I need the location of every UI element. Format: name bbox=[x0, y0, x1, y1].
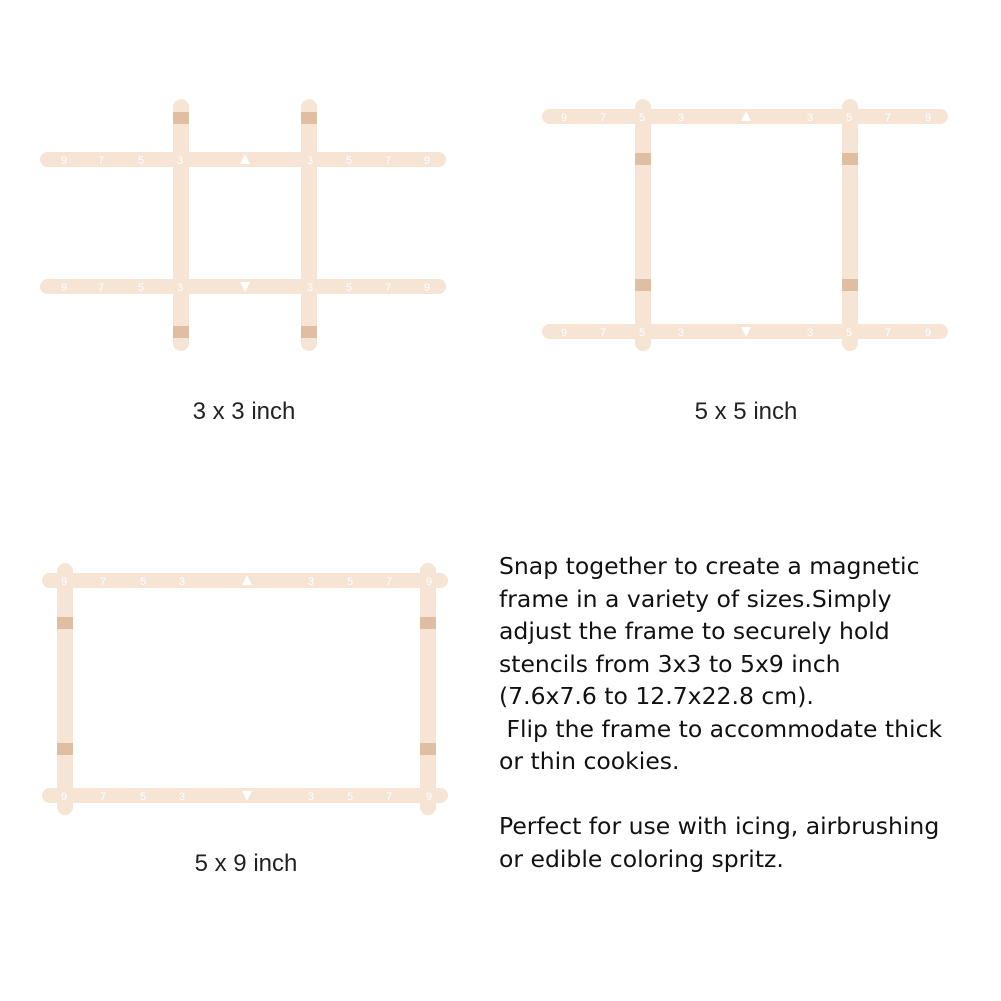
scale-mark: 5 bbox=[137, 155, 145, 167]
stick-right bbox=[301, 99, 317, 351]
scale-mark: 3 bbox=[178, 576, 186, 588]
scale-mark: 9 bbox=[924, 327, 932, 339]
scale-mark: 5 bbox=[845, 327, 853, 339]
product-description bbox=[499, 550, 979, 875]
scale-mark: 7 bbox=[99, 791, 107, 803]
description-line: adjust the frame to securely hold bbox=[499, 617, 890, 645]
scale-mark: 9 bbox=[560, 112, 568, 124]
scale-mark: 9 bbox=[425, 576, 433, 588]
scale-mark: 5 bbox=[346, 576, 354, 588]
magnet bbox=[57, 617, 73, 629]
scale-mark: 9 bbox=[560, 327, 568, 339]
scale-mark: 3 bbox=[176, 155, 184, 167]
magnet bbox=[635, 279, 651, 291]
scale-mark: 9 bbox=[423, 155, 431, 167]
magnet bbox=[635, 153, 651, 165]
description-line: or edible coloring spritz. bbox=[499, 844, 784, 873]
description-paragraph-2 bbox=[499, 810, 979, 875]
scale-mark: 7 bbox=[385, 791, 393, 803]
scale-mark: 7 bbox=[97, 155, 105, 167]
description-paragraph-1 bbox=[499, 550, 979, 778]
magnet bbox=[301, 112, 317, 124]
scale-mark: 9 bbox=[425, 791, 433, 803]
scale-mark: 5 bbox=[139, 791, 147, 803]
description-line: Flip the frame to accommodate thick bbox=[499, 714, 943, 743]
scale-mark: 7 bbox=[599, 327, 607, 339]
scale-mark: 7 bbox=[99, 576, 107, 588]
scale-mark: 3 bbox=[806, 112, 814, 124]
scale-mark: 3 bbox=[677, 112, 685, 124]
scale-mark: 3 bbox=[178, 791, 186, 803]
stick-right bbox=[420, 563, 436, 815]
scale-mark: 9 bbox=[60, 155, 68, 167]
frame-3x3 bbox=[40, 99, 446, 351]
scale-mark: 9 bbox=[423, 282, 431, 294]
frame-5x9 bbox=[42, 563, 448, 815]
scale-mark: 3 bbox=[176, 282, 184, 294]
description-line: Perfect for use with icing, airbrushing bbox=[499, 812, 940, 840]
magnet bbox=[301, 326, 317, 338]
scale-mark: 5 bbox=[345, 155, 353, 167]
magnet bbox=[842, 153, 858, 165]
scale-mark: 7 bbox=[599, 112, 607, 124]
stick-left bbox=[635, 99, 651, 351]
scale-mark: 9 bbox=[60, 282, 68, 294]
scale-mark: 5 bbox=[845, 112, 853, 124]
scale-mark: 7 bbox=[385, 576, 393, 588]
scale-mark: 3 bbox=[307, 791, 315, 803]
description-line: stencils from 3x3 to 5x9 inch bbox=[499, 649, 841, 678]
scale-mark: 9 bbox=[60, 791, 68, 803]
scale-mark: 7 bbox=[97, 282, 105, 294]
scale-mark: 5 bbox=[346, 791, 354, 803]
scale-mark: 5 bbox=[137, 282, 145, 294]
frame-5x5 bbox=[542, 99, 948, 351]
scale-mark: 7 bbox=[384, 282, 392, 294]
caption-3x3: 3 x 3 inch bbox=[192, 398, 296, 425]
magnet bbox=[57, 743, 73, 755]
scale-mark: 5 bbox=[638, 327, 646, 339]
scale-mark: 5 bbox=[139, 576, 147, 588]
scale-mark: 3 bbox=[306, 155, 314, 167]
magnet bbox=[173, 112, 189, 124]
scale-mark: 3 bbox=[307, 576, 315, 588]
scale-mark: 3 bbox=[806, 327, 814, 339]
stick-left bbox=[173, 99, 189, 351]
scale-mark: 5 bbox=[638, 112, 646, 124]
scale-mark: 5 bbox=[345, 282, 353, 294]
magnet bbox=[420, 617, 436, 629]
magnet bbox=[420, 743, 436, 755]
stick-right bbox=[842, 99, 858, 351]
description-line: Snap together to create a magnetic bbox=[499, 552, 920, 580]
description-line: or thin cookies. bbox=[499, 747, 680, 775]
scale-mark: 7 bbox=[884, 327, 892, 339]
description-line: (7.6x7.6 to 12.7x22.8 cm). bbox=[499, 682, 814, 710]
scale-mark: 7 bbox=[884, 112, 892, 124]
magnet bbox=[173, 326, 189, 338]
scale-mark: 3 bbox=[306, 282, 314, 294]
stick-left bbox=[57, 563, 73, 815]
scale-mark: 9 bbox=[924, 112, 932, 124]
scale-mark: 7 bbox=[384, 155, 392, 167]
magnet bbox=[842, 279, 858, 291]
caption-5x9: 5 x 9 inch bbox=[194, 850, 298, 877]
scale-mark: 9 bbox=[60, 576, 68, 588]
caption-5x5: 5 x 5 inch bbox=[694, 398, 798, 425]
description-line: frame in a variety of sizes.Simply bbox=[499, 584, 892, 613]
scale-mark: 3 bbox=[677, 327, 685, 339]
